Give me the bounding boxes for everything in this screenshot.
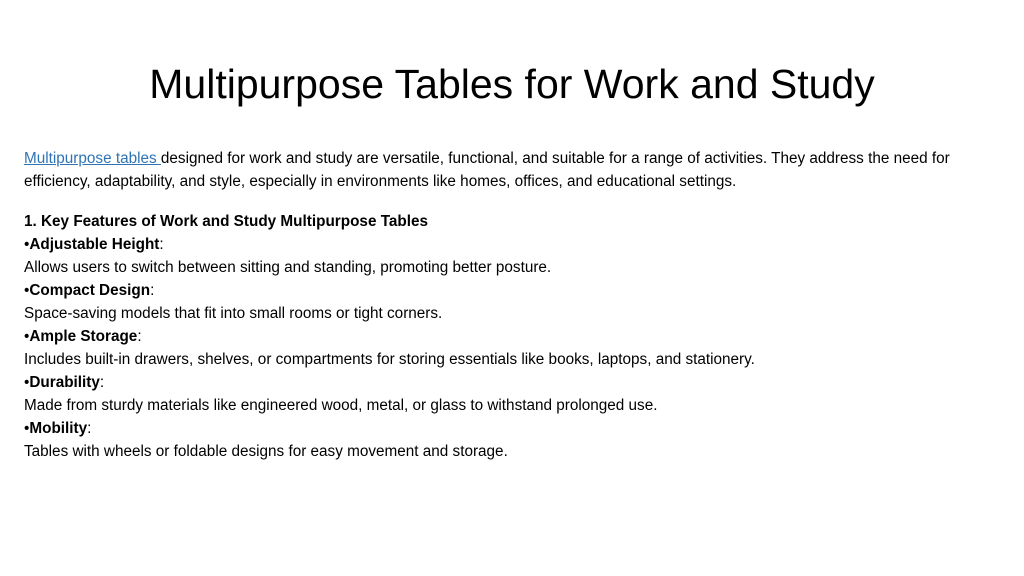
feature-description: Tables with wheels or foldable designs for easy movement and storage. [24, 443, 508, 460]
slide-title: Multipurpose Tables for Work and Study [149, 61, 875, 107]
feature-name: Ample Storage [29, 328, 138, 345]
intro-paragraph [24, 147, 1000, 193]
feature-description: Space-saving models that fit into small rooms or tight corners. [24, 305, 443, 322]
feature-colon: : [159, 236, 164, 253]
feature-item [24, 325, 1000, 371]
feature-name: Durability [29, 374, 100, 391]
multipurpose-tables-link[interactable]: Multipurpose tables [24, 150, 161, 167]
feature-item [24, 233, 1000, 279]
intro-text: designed for work and study are versatile, functional, and suitable for a range of activities. They address the need for efficiency, adaptability, and style, especially in environments like homes, offices, and educational settings. [24, 150, 950, 190]
feature-colon: : [150, 282, 155, 299]
feature-description: Allows users to switch between sitting and standing, promoting better posture. [24, 259, 552, 276]
bullet: • [24, 420, 30, 437]
bullet: • [24, 328, 30, 345]
bullet: • [24, 282, 30, 299]
feature-name: Adjustable Height [29, 236, 160, 253]
slide-body [24, 147, 1000, 463]
feature-item [24, 417, 1000, 463]
bullet: • [24, 236, 30, 253]
feature-item [24, 371, 1000, 417]
feature-item [24, 279, 1000, 325]
feature-name: Compact Design [29, 282, 151, 299]
feature-colon: : [87, 420, 92, 437]
feature-description: Includes built-in drawers, shelves, or compartments for storing essentials like books, laptops, and stationery. [24, 351, 755, 368]
feature-colon: : [99, 374, 105, 391]
section-heading: 1. Key Features of Work and Study Multipurpose Tables [24, 213, 429, 230]
bullet: • [24, 374, 30, 391]
feature-colon: : [137, 328, 142, 345]
feature-description: Made from sturdy materials like engineered wood, metal, or glass to withstand prolonged use. [24, 397, 658, 414]
feature-name: Mobility [29, 420, 88, 437]
